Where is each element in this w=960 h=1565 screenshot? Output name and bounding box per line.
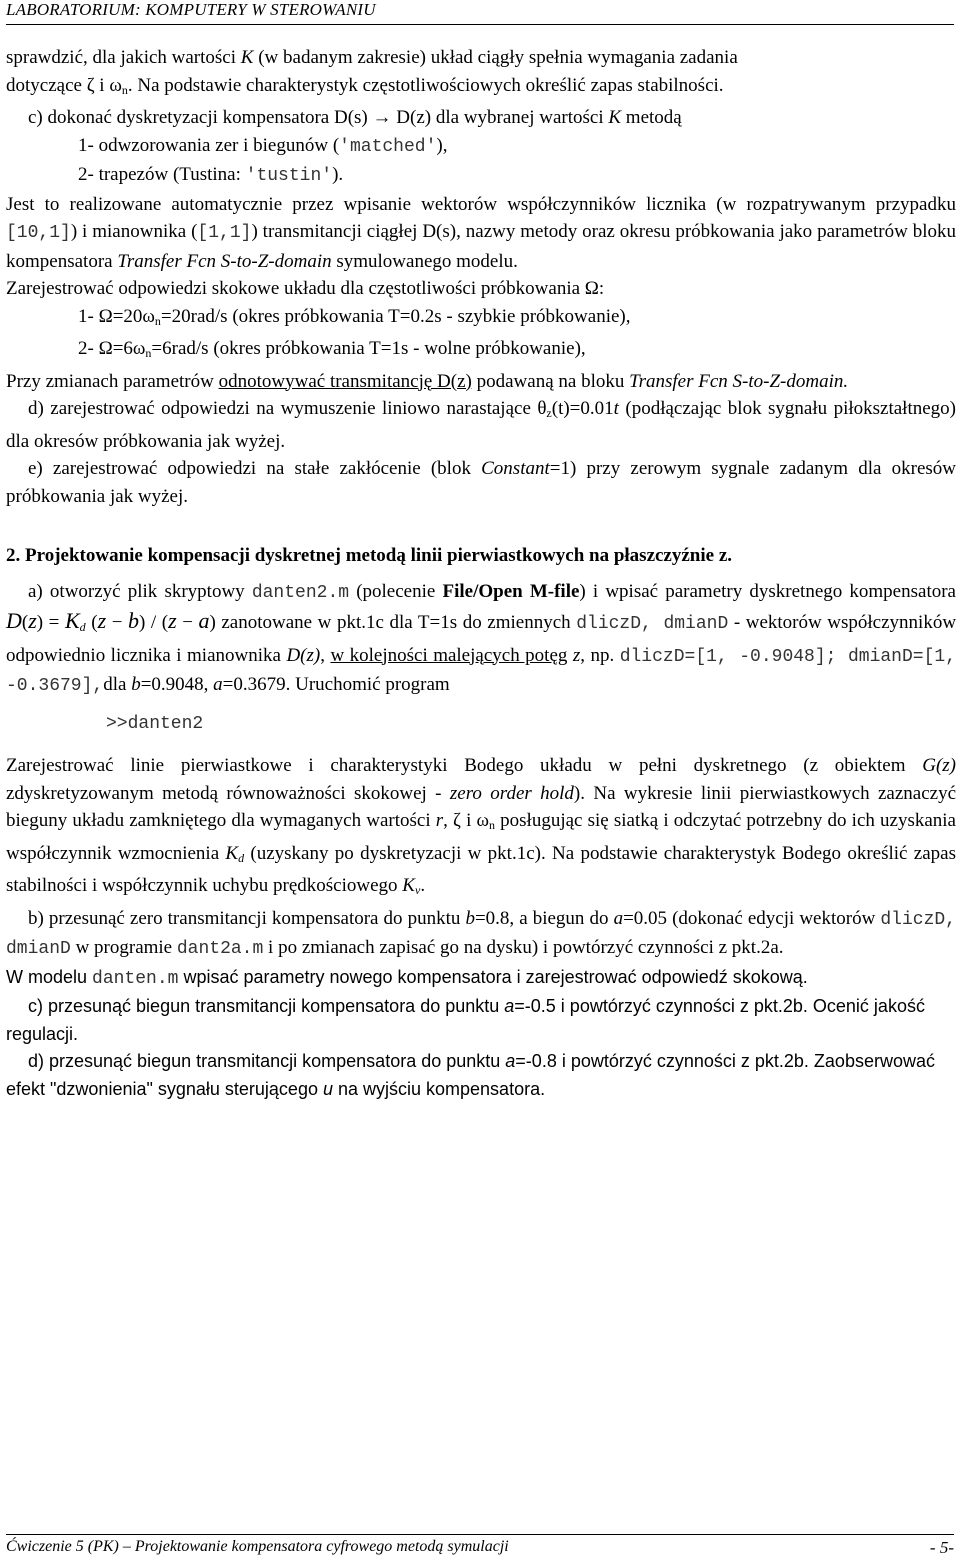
step-2c-paragraph: c) przesunąć biegun transmitancji kompensatora do punktu a=-0.5 i powtórzyć czynności z pkt.2b. Ocenić jakość regulacji. [6,996,925,1044]
page-number: - 5- [929,1538,954,1557]
arrow-right-icon: → [372,107,392,128]
parameter-change-paragraph: Przy zmianach parametrów odnotowywać transmitancję D(z) podawaną na bloku Transfer Fcn S-to-Z-domain. [6,370,849,392]
realization-paragraph: Jest to realizowane automatycznie przez wpisanie wektorów współczynników licznika (w rozpatrywanym przypadku [10,1]) i mianownika ([1,1]) transmitancji ciągłej D(s), nazwy metody oraz okresu próbkowania jako parametrów bloku kompensatora Transfer Fcn S-to-Z-domain symulowanego modelu. [6,193,956,272]
page-footer: Ćwiczenie 5 (PK) – Projektowanie kompensatora cyfrowego metodą symulacji [6,1538,509,1555]
intro-line-1: sprawdzić, dla jakich wartości K (w badanym zakresie) układ ciągły spełnia wymagania zadania [6,47,738,68]
step-2a-paragraph: a) otworzyć plik skryptowy danten2.m (polecenie File/Open M-file) i wpisać parametry dyskretnego kompensatora $D(z) = K_d$ (z − b) / (z − a) zanotowane w pkt.1c dla T=1s do zmiennych dliczD, dmianD - wektorów współczynników odpowiednio licznika i mianownika D(z), w kolejności malejących potęg z, np. dliczD=[1, -0.9048]; dmianD=[1, -0.3679],dla b=0.9048, a=0.3679. Uruchomić program [6,580,957,696]
document-body [6,44,956,1103]
footer-rule [6,1534,954,1535]
step-2d-paragraph: d) przesunąć biegun transmitancji kompensatora do punktu a=-0.8 i powtórzyć czynności z pkt.2b. Zaobserwować efekt "dzwonienia" sygnału sterującego u na wyjściu kompensatora. [6,1051,935,1099]
root-locus-paragraph: Zarejestrować linie pierwiastkowe i charakterystyki Bodego układu w pełni dyskretnego (z obiektem G(z) zdyskretyzowanym metodą równoważności skokowej - zero order hold). Na wykresie linii pierwiastkowych zaznaczyć bieguny układu zamkniętego dla wymaganych wartości r, ζ i $\omega_n$ posługując się siatką i odczytać potrzebny do ich uzyskania współczynnik wzmocnienia $K_d$ (uzyskany po dyskretyzacji w pkt.1c). Na podstawie charakterystyk Bodego określić zapas stabilności i współczynnik uchybu prędkościowego $K_v$. [6,755,957,897]
step-d-paragraph: d) zarejestrować odpowiedzi na wymuszenie liniowo narastające $\theta_z(t)=0.01t$ (podłączając blok sygnału piłokształtnego) dla okresów próbkowania jak wyżej. [6,398,956,452]
command-text: >>danten2 [106,713,204,734]
command-line [6,709,956,739]
step-e-paragraph: e) zarejestrować odpowiedzi na stałe zakłócenie (blok Constant=1) przy zerowym sygnale zadanym dla okresów próbkowania jak wyżej. [6,458,956,507]
step-2b-paragraph: b) przesunąć zero transmitancji kompensatora do punktu b=0.8, a biegun do a=0.05 (dokonać edycji wektorów dliczD, dmianD w programie dant2a.m i po zmianach zapisać go na dysku) i powtórzyć czynności z pkt.2a. [6,907,956,959]
step-c-heading: c) dokonać dyskretyzacji kompensatora D(s) → D(z) dla wybranej wartości K metodą [28,107,682,128]
page-header: LABORATORIUM: KOMPUTERY W STEROWANIU [6,0,376,19]
section-2-title: 2. Projektowanie kompensacji dyskretnej metodą linii pierwiastkowych na płaszczyźnie z. [6,545,733,566]
intro-line-2: dotyczące ζ i $\omega_n$. Na podstawie charakterystyk częstotliwościowych określić zapas stabilności. [6,74,724,97]
step-c-item-2: 2- trapezów (Tustina: 'tustin'). [78,164,344,186]
spacer [6,510,956,526]
model-paragraph: W modelu danten.m wpisać parametry nowego kompensatora i zarejestrować odpowiedź skokową. [6,966,808,989]
header-rule [6,24,954,25]
register-line: Zarejestrować odpowiedzi skokowe układu dla częstotliwości próbkowania Ω: [6,278,605,299]
step-c-item-1: 1- odwzorowania zer i biegunów ('matched'), [78,134,448,157]
sampling-item-2: 2- $\Omega=6\omega_n=6rad/s$ (okres próbkowania T=1s - wolne próbkowanie), [78,338,586,360]
sampling-item-1: 1- $\Omega=20\omega_n=20rad/s$ (okres próbkowania T=0.2s - szybkie próbkowanie), [78,305,631,328]
